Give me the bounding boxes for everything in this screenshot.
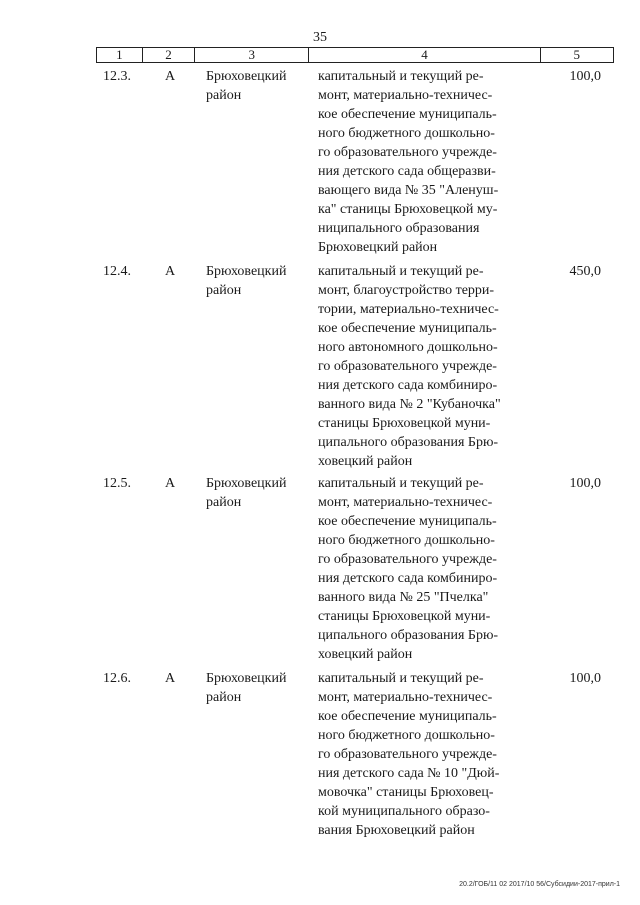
header-col-3: 3 [195, 48, 309, 62]
header-col-5: 5 [573, 47, 581, 62]
header-col-4: 4 [309, 48, 540, 62]
row-description: капитальный и текущий ре- монт, материально-техничес- кое обеспечение муниципаль- ного бюджетного дошкольно- го образовательного учрежде- ния детского сада общеразви- вающего вида № 35 "Аленуш- ка" станицы Брюховецкой му- ниципального образования Брюховецкий район [318, 69, 499, 255]
header-col-2: 2 [143, 48, 196, 62]
row-municipality: Брюховецкий район [206, 264, 287, 298]
row-category: А [165, 671, 176, 686]
row-number: 12.3. [103, 69, 131, 84]
header-col-1: 1 [97, 48, 143, 62]
row-municipality: Брюховецкий район [206, 69, 287, 103]
row-municipality: Брюховецкий район [206, 671, 287, 705]
row-category: А [165, 476, 176, 491]
table-header [96, 47, 614, 63]
row-municipality: Брюховецкий район [206, 476, 287, 510]
row-description: капитальный и текущий ре- монт, материально-техничес- кое обеспечение муниципаль- ного бюджетного дошкольно- го образовательного учрежде- ния детского сада № 10 "Дюй- мовочка" станицы Брюховец- кой муниципального образо- вания Брюховецкий район [318, 671, 500, 838]
row-number: 12.5. [103, 476, 131, 491]
row-description: капитальный и текущий ре- монт, материально-техничес- кое обеспечение муниципаль- ного бюджетного дошкольно- го образовательного учрежде- ния детского сада комбиниро- ванного вида № 25 "Пчелка" станицы Брюховецкой муни- ципального образования Брю- ховецкий район [318, 476, 499, 662]
row-number: 12.6. [103, 671, 131, 686]
row-amount: 450,0 [569, 264, 601, 279]
row-description: капитальный и текущий ре- монт, благоустройство терри- тории, материально-техничес- кое обеспечение муниципаль- ного автономного дошкольно- го образовательного учрежде- ния детского сада комбиниро- ванного вида № 2 "Кубаночка" станицы Брюховецкой муни- ципального образования Брю- ховецкий район [318, 264, 501, 469]
page-number: 35 [313, 30, 327, 45]
row-number: 12.4. [103, 264, 131, 279]
row-amount: 100,0 [569, 69, 601, 84]
row-category: А [165, 69, 176, 84]
row-amount: 100,0 [569, 476, 601, 491]
row-category: А [165, 264, 176, 279]
row-amount: 100,0 [569, 671, 601, 686]
document-footer: 20.2/ГОБ/11 02 2017/10 56/Субсидии-2017-прил-1 [459, 881, 620, 888]
